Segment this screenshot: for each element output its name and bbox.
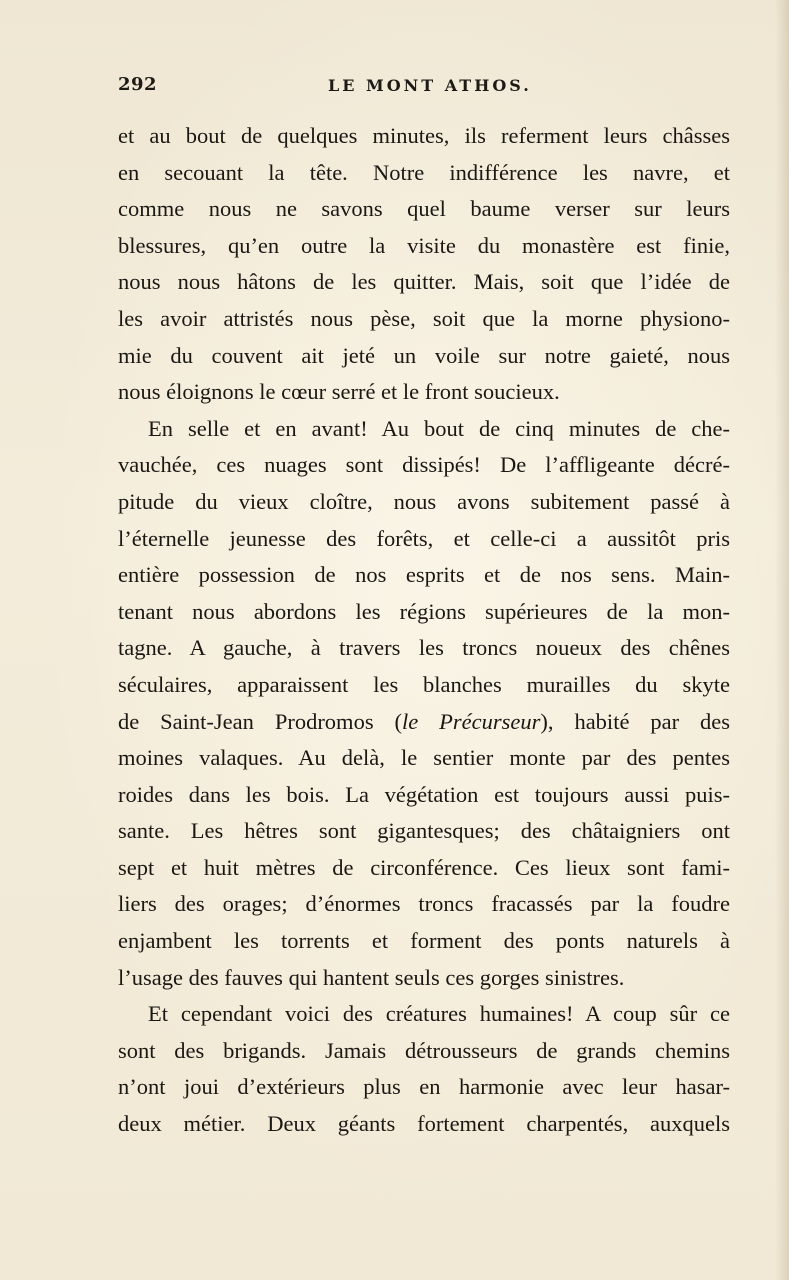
text-line: nous éloignons le cœur serré et le front soucieux. <box>118 379 560 405</box>
page-edge-shadow <box>775 0 789 1280</box>
text-line: mie du couvent ait jeté un voile sur notre gaieté, nous <box>118 342 730 368</box>
page-number: 292 <box>118 74 158 95</box>
paragraph-first-line: Et cependant voici des créatures humaines! A coup sûr ce <box>148 1001 730 1027</box>
text-line: l’usage des fauves qui hantent seuls ces gorges sinistres. <box>118 964 625 990</box>
text-line: entière possession de nos esprits et de nos sens. Main- <box>118 562 730 588</box>
text-line: roides dans les bois. La végétation est toujours aussi puis- <box>118 781 730 807</box>
text-line: deux métier. Deux géants fortement charpentés, auxquels <box>118 1111 730 1137</box>
text-line: sept et huit mètres de circonférence. Ces lieux sont fami- <box>118 854 730 880</box>
text-line: comme nous ne savons quel baume verser sur leurs <box>118 196 730 222</box>
text-line: nous nous hâtons de les quitter. Mais, soit que l’idée de <box>118 269 730 295</box>
text-line: et au bout de quelques minutes, ils referment leurs châsses <box>118 123 730 148</box>
text-line: sante. Les hêtres sont gigantesques; des châtaigniers ont <box>118 818 730 844</box>
text-line-with-italic <box>118 704 730 741</box>
text-line: vauchée, ces nuages sont dissipés! De l’affligeante décré- <box>118 452 730 478</box>
text-segment: ), habité par des <box>540 708 731 734</box>
text-line: tenant nous abordons les régions supérieures de la mon- <box>118 598 730 624</box>
text-line: moines valaques. Au delà, le sentier monte par des pentes <box>118 745 730 771</box>
page-header <box>118 74 730 108</box>
text-line: enjambent les torrents et forment des ponts naturels à <box>118 928 730 954</box>
text-line: en secouant la tête. Notre indifférence les navre, et <box>118 159 730 185</box>
text-line: séculaires, apparaissent les blanches murailles du skyte <box>118 671 730 697</box>
italic-phrase: le Précurseur <box>402 708 541 734</box>
text-line: sont des brigands. Jamais détrousseurs de grands chemins <box>118 1037 730 1063</box>
text-segment: de Saint-Jean Prodromos ( <box>118 708 402 734</box>
text-line: liers des orages; d’énormes troncs fracassés par la foudre <box>118 891 730 917</box>
text-line: tagne. A gauche, à travers les troncs noueux des chênes <box>118 635 730 661</box>
body-text <box>118 118 730 1143</box>
text-line: blessures, qu’en outre la visite du monastère est finie, <box>118 232 730 258</box>
text-line: l’éternelle jeunesse des forêts, et celle-ci a aussitôt pris <box>118 525 730 551</box>
text-line: pitude du vieux cloître, nous avons subitement passé à <box>118 488 730 514</box>
running-title: LE MONT ATHOS. <box>328 76 532 95</box>
paragraph-first-line: En selle et en avant! Au bout de cinq minutes de che- <box>148 415 730 441</box>
text-line: n’ont joui d’extérieurs plus en harmonie avec leur hasar- <box>118 1074 730 1100</box>
text-line: les avoir attristés nous pèse, soit que la morne physiono- <box>118 305 730 331</box>
